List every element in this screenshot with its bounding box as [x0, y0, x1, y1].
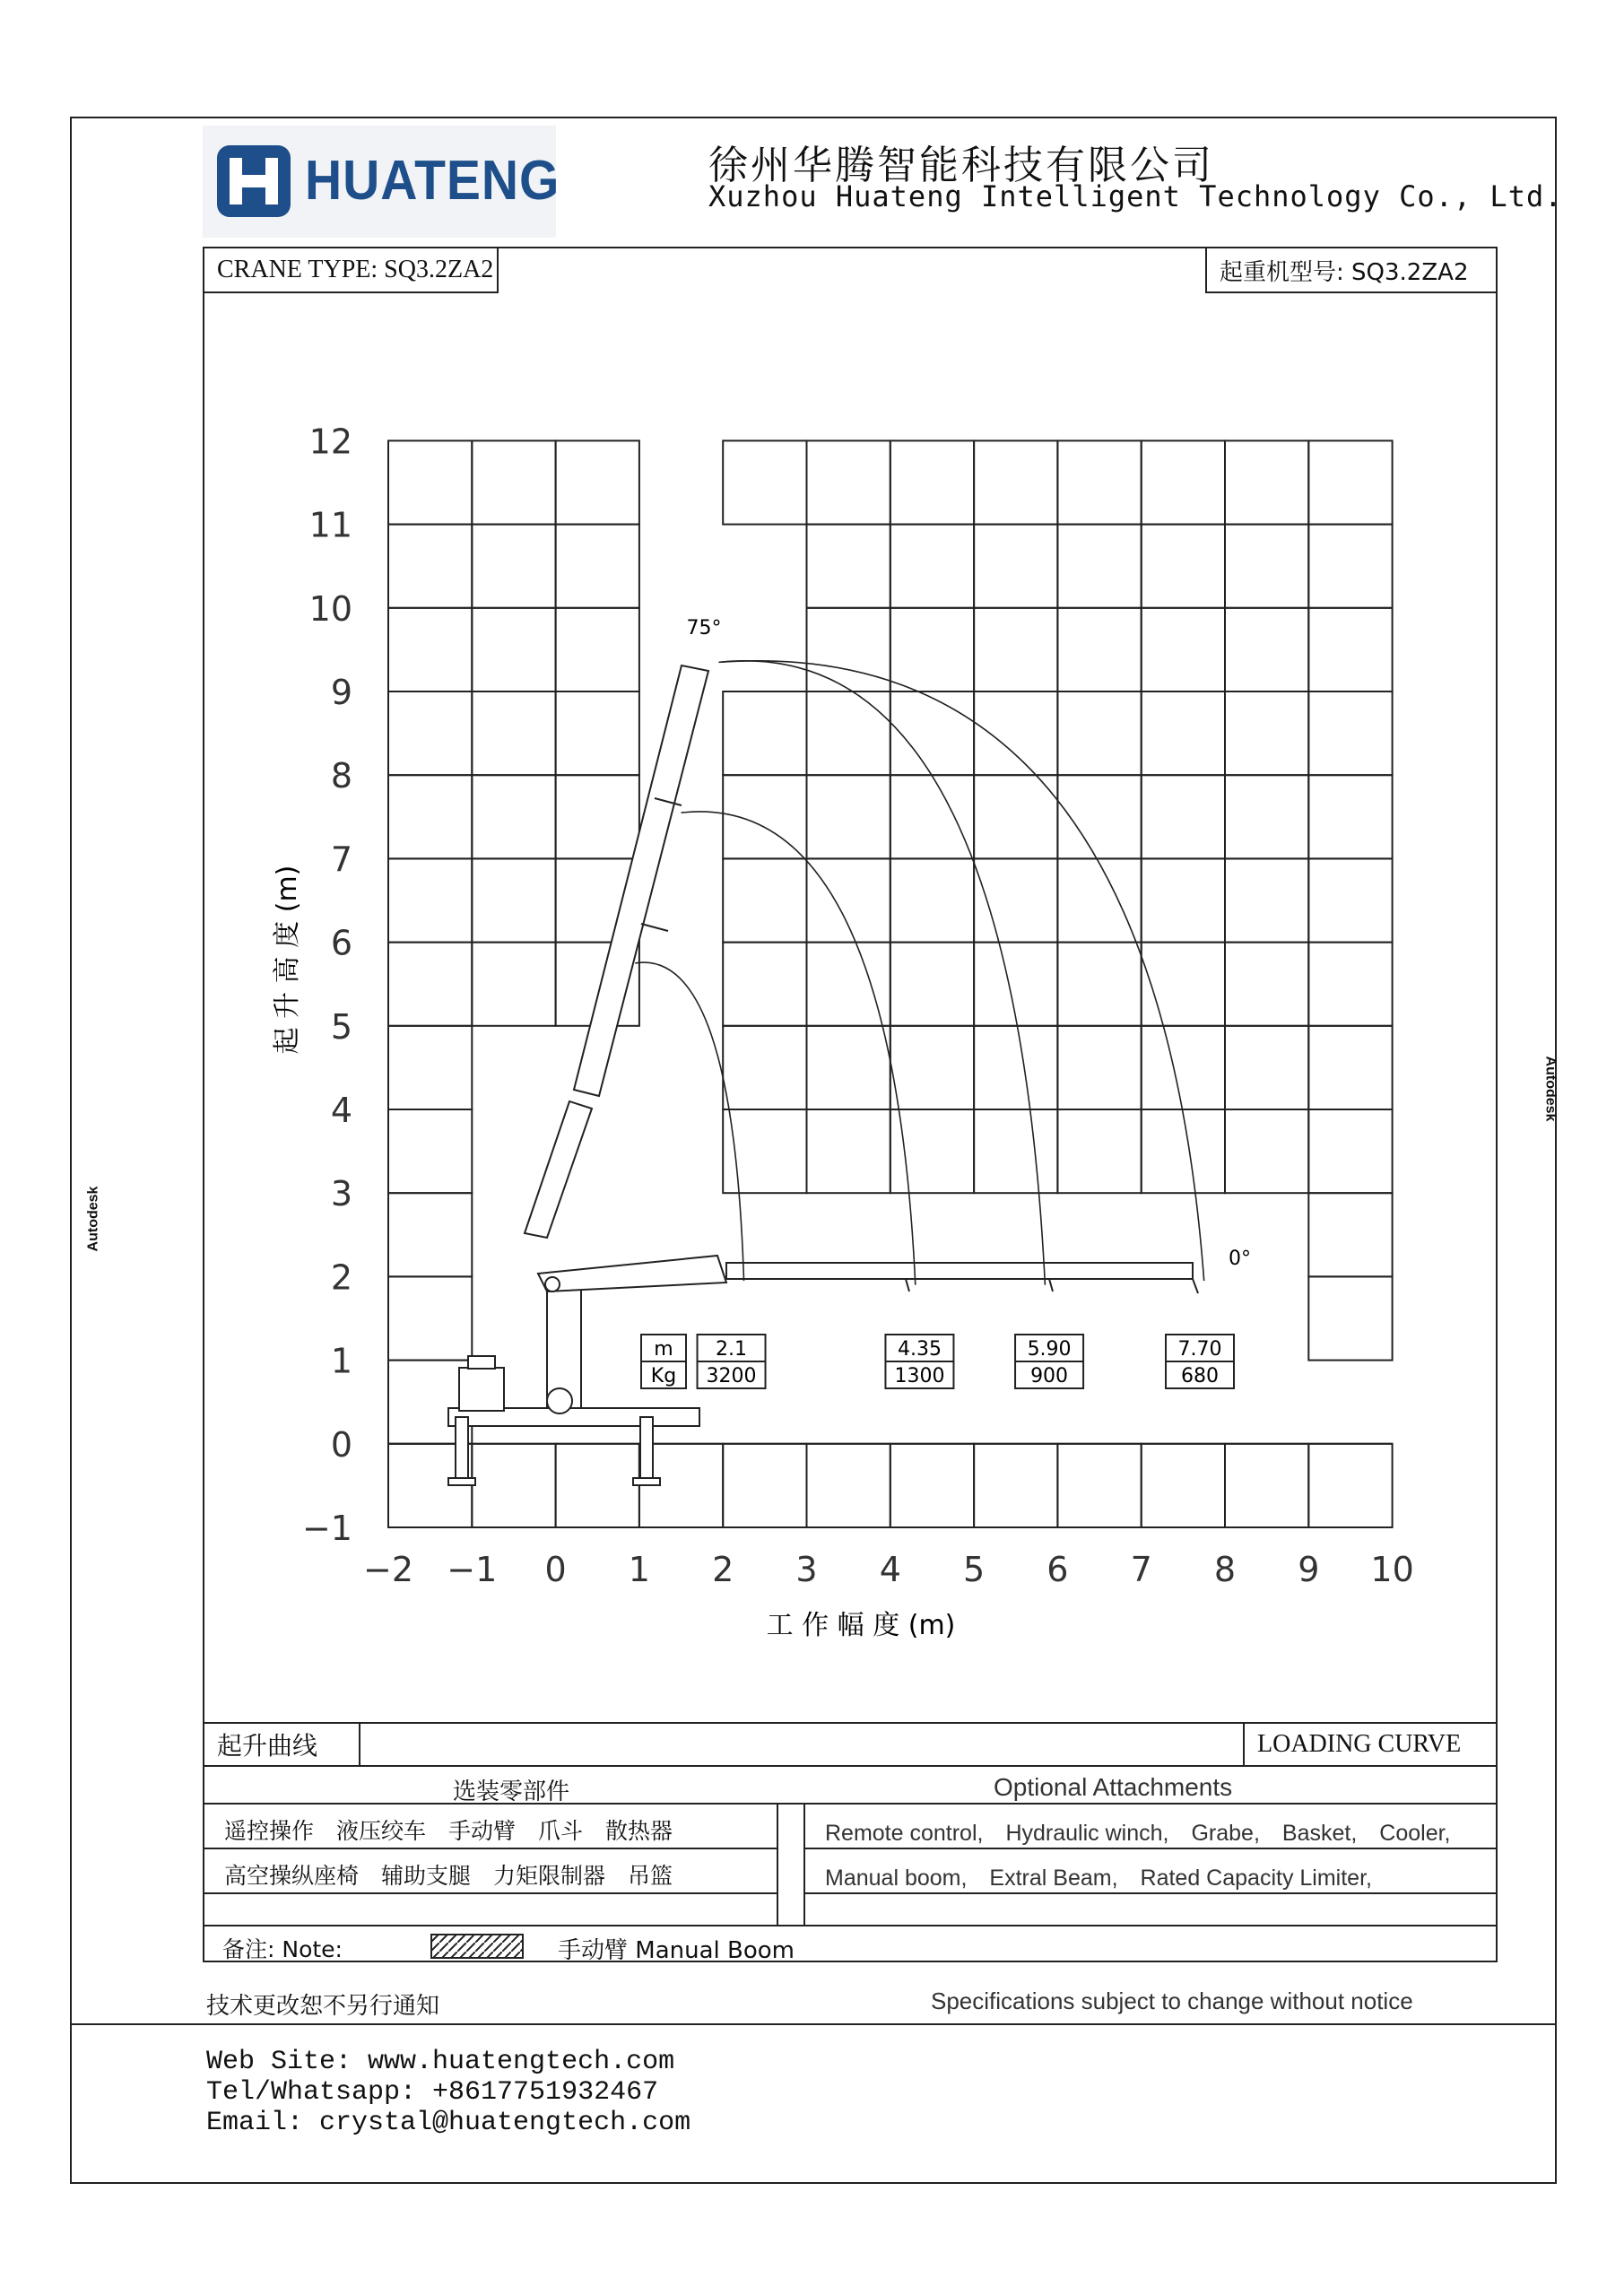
y-tick-label: 11	[308, 505, 352, 545]
grid-cell-88	[1308, 608, 1392, 691]
logo-text: HUATENG	[305, 150, 560, 212]
grid-cell-65	[1142, 775, 1225, 858]
grid-cell-20	[890, 1109, 974, 1193]
grid-cell-55	[1225, 858, 1308, 942]
grid-cell-56	[1308, 858, 1392, 942]
table-title-en: LOADING CURVE	[1243, 1722, 1498, 1767]
side-label-right: Autodesk	[1542, 1056, 1559, 1122]
table-line-bottom	[203, 1961, 1498, 1962]
grid-cell-41	[974, 943, 1057, 1026]
crane-ext-mark-3	[1193, 1279, 1198, 1293]
grid-cell-77	[1225, 691, 1308, 775]
crane-ext-mark-1	[906, 1279, 909, 1292]
grid-cell-73	[890, 691, 974, 775]
grid-cell-60	[723, 775, 806, 858]
grid-cell-14	[1308, 1276, 1392, 1360]
company-name-en: Xuzhou Huateng Intelligent Technology Co., Ltd.	[708, 179, 1563, 213]
crane-type-cn: 起重机型号: SQ3.2ZA2	[1205, 247, 1498, 293]
load-value-4: 680	[1181, 1365, 1220, 1387]
grid-cell-34	[1308, 1026, 1392, 1109]
grid-cell-109	[1308, 440, 1392, 524]
load-radius-4: 7.70	[1177, 1338, 1222, 1361]
grid-cell-47	[472, 858, 555, 942]
grid-cell-53	[1057, 858, 1141, 942]
load-unit-box	[641, 1335, 686, 1388]
grid-cell-82	[807, 608, 890, 691]
optional-en-row-1: Remote control, Hydraulic winch, Grabe, Basket, Cooler,	[825, 1821, 1451, 1846]
grid-cell-72	[807, 691, 890, 775]
x-tick-label: 9	[1298, 1550, 1320, 1589]
crane-main-boom	[538, 1256, 726, 1292]
grid-cell-21	[974, 1109, 1057, 1193]
crane-slew	[547, 1388, 572, 1413]
grid-cell-61	[807, 775, 890, 858]
grid-cell-90	[472, 525, 555, 608]
table-line-5a	[203, 1892, 777, 1894]
grid-cell-71	[723, 691, 806, 775]
load-curve-4	[719, 661, 1204, 1281]
angle-label-75: 75°	[686, 617, 722, 639]
grid-cell-33	[1225, 1026, 1308, 1109]
grid-cell-40	[890, 943, 974, 1026]
y-tick-label: 9	[330, 673, 352, 712]
grid-cell-87	[1225, 608, 1308, 691]
grid-cell-92	[807, 525, 890, 608]
grid-cell-2	[556, 1444, 639, 1527]
x-tick-label: 3	[795, 1550, 818, 1589]
x-tick-label: 4	[879, 1550, 901, 1589]
grid-cell-38	[723, 943, 806, 1026]
grid-cell-103	[807, 440, 890, 524]
table-title-cn: 起升曲线	[203, 1722, 360, 1767]
note-text: 手动臂 Manual Boom	[558, 1937, 795, 1964]
y-tick-label: 6	[330, 923, 352, 963]
x-tick-label: 0	[544, 1550, 567, 1589]
grid-cell-95	[1057, 525, 1141, 608]
grid-cell-93	[890, 525, 974, 608]
grid-cell-44	[1225, 943, 1308, 1026]
load-point-boxes	[698, 1335, 1234, 1388]
y-tick-label: 4	[330, 1091, 352, 1130]
y-tick-label: 0	[330, 1424, 352, 1465]
grid-cell-68	[388, 691, 472, 775]
table-divider-left	[777, 1803, 778, 1925]
grid-cell-35	[388, 943, 472, 1026]
grid-cell-105	[974, 440, 1057, 524]
x-tick-label: −1	[447, 1550, 498, 1589]
note-label: 备注: Note:	[222, 1936, 343, 1962]
optional-cn-row-2: 高空操纵座椅 辅助支腿 力矩限制器 吊篮	[224, 1863, 673, 1889]
table-line-4b	[803, 1848, 1498, 1849]
crane-raised-boom	[574, 665, 708, 1096]
grid-cell-67	[1308, 775, 1392, 858]
contact-tel: Tel/Whatsapp: +8617751932467	[206, 2077, 659, 2108]
x-tick-label: 5	[963, 1550, 986, 1589]
contact-email: Email: crystal@huatengtech.com	[206, 2108, 691, 2138]
x-tick-label: 1	[628, 1550, 650, 1589]
hatch-swatch-icon	[430, 1934, 524, 1959]
grid-cell-45	[1308, 943, 1392, 1026]
crane-type-en: CRANE TYPE: SQ3.2ZA2	[203, 247, 499, 293]
optional-title-en: Optional Attachments	[994, 1773, 1233, 1801]
grid-cell-59	[556, 775, 639, 858]
grid-cell-1	[472, 1444, 555, 1527]
unit-radius: m	[654, 1338, 673, 1361]
table-line-5b	[803, 1892, 1498, 1894]
x-tick-label: 6	[1046, 1550, 1069, 1589]
grid-cell-70	[556, 691, 639, 775]
crane-tank-cap	[468, 1356, 495, 1369]
grid-cell-30	[974, 1026, 1057, 1109]
grid-cell-32	[1142, 1026, 1225, 1109]
grid-cell-29	[890, 1026, 974, 1109]
grid-cell-19	[807, 1109, 890, 1193]
y-axis-ticks	[302, 422, 352, 1548]
grid-cell-86	[1142, 608, 1225, 691]
crane-raised-knuckle	[525, 1101, 592, 1238]
grid-cell-81	[556, 608, 639, 691]
angle-label-0: 0°	[1229, 1248, 1251, 1270]
grid-cell-49	[723, 858, 806, 942]
grid-cell-63	[974, 775, 1057, 858]
grid-cell-69	[472, 691, 555, 775]
y-tick-label: 5	[330, 1006, 352, 1047]
table-line-3	[203, 1803, 1498, 1805]
grid-cell-74	[974, 691, 1057, 775]
unit-load: Kg	[650, 1365, 677, 1387]
grid-cell-108	[1225, 440, 1308, 524]
grid-cell-100	[472, 440, 555, 524]
grid-cell-107	[1142, 440, 1225, 524]
load-radius-3: 5.90	[1027, 1338, 1072, 1361]
load-curves	[635, 661, 1203, 1285]
grid-cell-54	[1142, 858, 1225, 942]
y-tick-label: 1	[330, 1341, 352, 1381]
y-tick-label: 8	[330, 756, 352, 796]
grid-cell-24	[1225, 1109, 1308, 1193]
load-curve-1	[635, 962, 743, 1281]
grid-cell-25	[1308, 1109, 1392, 1193]
optional-en-row-2: Manual boom, Extral Beam, Rated Capacity Limiter,	[825, 1866, 1372, 1891]
x-axis-label: 工 作 幅 度 (m)	[766, 1610, 956, 1641]
grid-cell-78	[1308, 691, 1392, 775]
load-value-2: 1300	[894, 1365, 945, 1387]
company-name-cn: 徐州华腾智能科技有限公司	[708, 143, 1214, 188]
y-tick-label: 3	[330, 1174, 352, 1214]
x-tick-label: 2	[712, 1550, 734, 1589]
grid-cell-42	[1057, 943, 1141, 1026]
grid-cell-99	[388, 440, 472, 524]
x-tick-label: 7	[1130, 1550, 1152, 1589]
load-radius-2: 4.35	[897, 1338, 942, 1361]
table-divider-right	[803, 1803, 805, 1925]
y-tick-label: 7	[330, 839, 352, 880]
grid-cell-94	[974, 525, 1057, 608]
grid-cell-23	[1142, 1109, 1225, 1193]
grid-cell-43	[1142, 943, 1225, 1026]
grid-cell-57	[388, 775, 472, 858]
grid-cell-8	[1057, 1444, 1141, 1527]
grid-cell-98	[1308, 525, 1392, 608]
load-radius-1: 2.1	[716, 1338, 748, 1361]
load-value-3: 900	[1030, 1365, 1069, 1387]
x-tick-label: −2	[362, 1550, 414, 1589]
grid-cell-91	[556, 525, 639, 608]
grid-cell-46	[388, 858, 472, 942]
grid-cell-62	[890, 775, 974, 858]
footer-separator	[70, 2023, 1557, 2025]
grid-cell-36	[472, 943, 555, 1026]
grid-cell-4	[723, 1444, 806, 1527]
crane-raised-mark-1	[641, 924, 668, 931]
y-tick-label: 12	[308, 422, 352, 462]
grid-cell-16	[1308, 1193, 1392, 1276]
crane-foot-left	[448, 1478, 475, 1485]
grid-cell-5	[807, 1444, 890, 1527]
grid-cell-6	[890, 1444, 974, 1527]
contact-web: Web Site: www.huatengtech.com	[206, 2047, 675, 2077]
y-tick-label: 10	[308, 588, 352, 629]
grid-cell-85	[1057, 608, 1141, 691]
grid-cell-75	[1057, 691, 1141, 775]
grid-cell-58	[472, 775, 555, 858]
grid-cell-101	[556, 440, 639, 524]
grid-cell-31	[1057, 1026, 1141, 1109]
crane-foot-right	[633, 1478, 660, 1485]
crane-extension-0deg	[726, 1263, 1193, 1279]
grid-cell-66	[1225, 775, 1308, 858]
crane-illustration	[448, 665, 1198, 1485]
grid-cell-26	[388, 1026, 472, 1109]
grid-cell-84	[974, 608, 1057, 691]
notice-cn: 技术更改恕不另行通知	[206, 1993, 440, 2020]
y-tick-label: 2	[330, 1257, 352, 1298]
grid-cell-80	[472, 608, 555, 691]
grid-cell-22	[1057, 1109, 1141, 1193]
table-line-2	[203, 1765, 1498, 1767]
crane-boom-pivot	[545, 1277, 560, 1292]
x-axis-ticks	[363, 1550, 1414, 1589]
grid-cell-106	[1057, 440, 1141, 524]
load-curve-3	[719, 661, 1046, 1285]
grid-cell-10	[1225, 1444, 1308, 1527]
grid-cell-15	[388, 1193, 472, 1276]
grid-cell-17	[388, 1109, 472, 1193]
x-tick-label: 8	[1213, 1550, 1237, 1589]
x-tick-label: 10	[1370, 1550, 1414, 1589]
grid-cell-96	[1142, 525, 1225, 608]
grid-cell-76	[1142, 691, 1225, 775]
grid-cell-83	[890, 608, 974, 691]
grid-cell-51	[890, 858, 974, 942]
grid-cell-28	[807, 1026, 890, 1109]
y-axis-label: 起 升 高 度 (m)	[272, 865, 303, 1055]
grid-cell-11	[1308, 1444, 1392, 1527]
load-value-1: 3200	[706, 1365, 757, 1387]
grid-cell-27	[723, 1026, 806, 1109]
grid-cell-50	[807, 858, 890, 942]
table-line-4a	[203, 1848, 777, 1849]
grid-cell-79	[388, 608, 472, 691]
notice-en: Specifications subject to change without notice	[931, 1987, 1413, 2014]
grid-cell-7	[974, 1444, 1057, 1527]
grid-cell-13	[388, 1276, 472, 1360]
side-label-left: Autodesk	[85, 1186, 101, 1252]
crane-leg-right	[640, 1417, 653, 1482]
grid-cell-104	[890, 440, 974, 524]
grid-cell-102	[723, 440, 806, 524]
crane-hydraulic-tank	[459, 1368, 504, 1411]
optional-title-cn: 选装零部件	[453, 1779, 570, 1805]
y-tick-label: −1	[301, 1509, 352, 1548]
grid-cell-97	[1225, 525, 1308, 608]
table-line-6	[203, 1925, 1498, 1926]
crane-ext-mark-2	[1049, 1279, 1053, 1292]
grid-cell-39	[807, 943, 890, 1026]
grid-cell-89	[388, 525, 472, 608]
grid-cell-9	[1142, 1444, 1225, 1527]
optional-cn-row-1: 遥控操作 液压绞车 手动臂 爪斗 散热器	[224, 1818, 673, 1844]
crane-leg-left	[456, 1417, 468, 1482]
